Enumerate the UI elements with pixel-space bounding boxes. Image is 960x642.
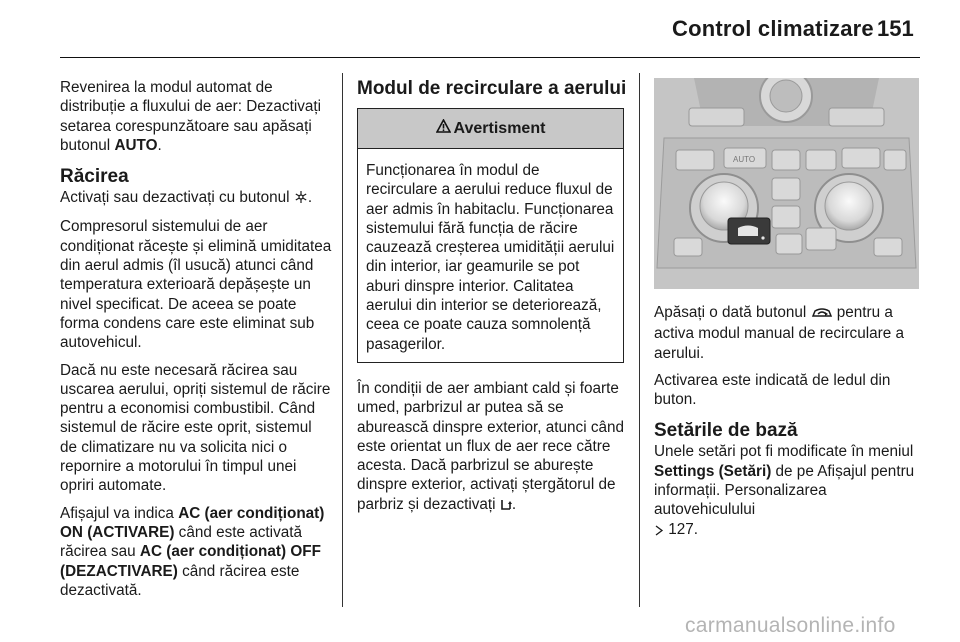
page-reference-arrow-icon (654, 522, 664, 541)
page-header-title: Control climatizare (672, 16, 874, 41)
warning-body (358, 149, 623, 362)
heading-cooling: Răcirea (60, 166, 129, 188)
column-2 (357, 78, 629, 524)
page-reference-link[interactable]: 127. (668, 520, 699, 538)
column-3 (654, 78, 922, 549)
auto-button-label: AUTO (114, 136, 158, 154)
paragraph-windshield-fog: În condiții de aer ambiant cald și foarte umed, parbrizul ar putea să se aburească dinspre exterior, atunci când este orientat un flux de aer rece către acesta. Dacă parbrizul se aburește dinspre exterior, activați ștergătorul de parbriz și dezactivați . (357, 379, 629, 516)
paragraph-cooling-button: Activați sau dezactivați cu butonul . (60, 188, 332, 209)
auto-label-photo: AUTO (733, 155, 756, 164)
watermark: carmanualsonline.info (685, 614, 896, 637)
paragraph-press-button: Apăsați o dată butonul pentru a activa modul manual de recirculare a aerului. (654, 304, 904, 362)
column-1 (60, 78, 332, 608)
column-divider-2 (639, 73, 640, 607)
paragraph-settings-menu: Unele setări pot fi modificate în meniul Settings (Setări) de pe Afișajul pentru informații. Personalizarea autovehiculului 127. (654, 442, 922, 540)
page-number: 151 (877, 16, 914, 41)
paragraph-fuel-saving: Dacă nu este necesară răcirea sau uscarea aerului, opriți sistemul de răcire pentru a economisi combustibil. Când sistemul de răcire este oprit, sistemul de climatizare nu va solicita nici o repornire a motorului în timpul unei opriri automate. (60, 361, 331, 495)
column-divider-1 (342, 73, 343, 607)
recirculation-car-icon (811, 305, 833, 324)
heading-basic-settings: Setările de bază (654, 420, 798, 442)
paragraph-led-indicator: Activarea este indicată de ledul din buton. (654, 371, 891, 409)
warning-triangle-icon (436, 119, 451, 138)
recirculation-mode-icon (500, 497, 512, 516)
warning-header (358, 109, 623, 149)
paragraph-compressor: Compresorul sistemului de aer condiționat răcește și elimină umiditatea din aerul admis (îl usucă) atunci când temperatura exterioară depășește un nivel specificat. De aceea se poate forma condens care este eliminat sub autovehicul. (60, 218, 332, 352)
warning-title: Avertisment (453, 119, 546, 137)
warning-box (357, 108, 624, 363)
header-divider (60, 57, 920, 58)
paragraph-auto-mode: Revenirea la modul automat de distribuție a fluxului de aer: Dezactivați setarea corespunzătoare sau apăsați butonul AUTO. (60, 79, 322, 154)
paragraph-display-indication: Afișajul va indica AC (aer condiționat) ON (ACTIVARE) când este activată răcirea sau AC (aer condiționat) OFF (DEZACTIVARE) când răcirea este dezactivată. (60, 504, 325, 599)
heading-recirculation: Modul de recirculare a aerului (357, 78, 627, 99)
snowflake-icon (294, 190, 308, 209)
climate-control-panel-photo (654, 78, 919, 289)
warning-text: Funcționarea în modul de recirculare a aerului reduce fluxul de aer admis în habitaclu. Funcționarea sistemului fără funcția de răcire cauzează creșterea umidității aerului din interior, iar geamurile se pot aburi dinspre interior. Calitatea aerului din interior se deteriorează, ceea ce poate cauza somnolență pasagerilor. (366, 162, 615, 353)
